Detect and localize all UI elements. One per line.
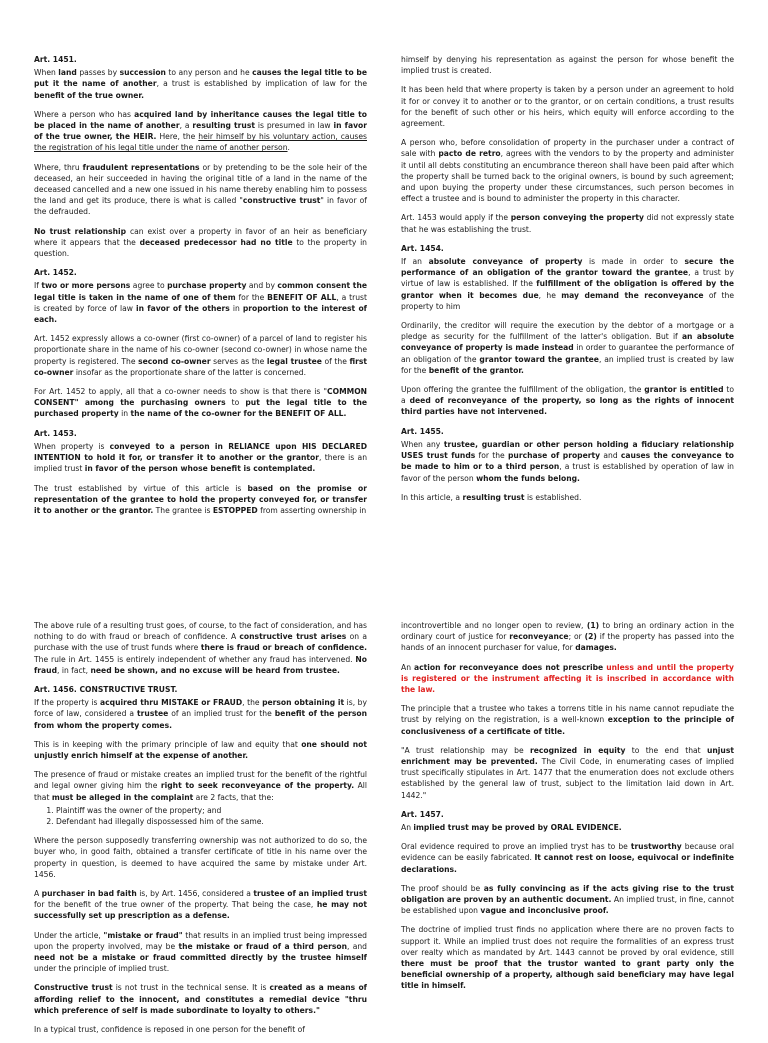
bold-text: benefit of the true owner. (34, 90, 144, 100)
text-column-right (401, 54, 734, 511)
bold-text: fulfillment of the obligation is offered by the grantor when it becomes due (401, 279, 735, 300)
text-run: because oral evidence can be easily fabricated. (401, 842, 734, 863)
paragraph (401, 320, 734, 376)
paragraph (34, 982, 367, 1016)
text-run: to any person and he (165, 68, 253, 78)
paragraph (401, 883, 734, 917)
paragraph (401, 256, 734, 312)
text-run: on a purchase with the use of trust funds where (34, 632, 367, 653)
text-run: , a trust by virtue of law is established. If the (401, 268, 734, 289)
text-run: In this article, a (401, 492, 463, 502)
text-run: The principle that a trustee who takes a torrens title in his name cannot repudiate the trust by relying on the registration, is a well-known (401, 704, 734, 725)
bold-text: exception to the principle of conclusiveness of a certificate of title. (401, 715, 734, 736)
text-run: to the end that (625, 745, 707, 755)
text-run: The grantee is (153, 505, 213, 515)
text-run: Art. 1452 expressly allows a co-owner (first co-owner) of a parcel of land to register his proportionate share in the name of his co-owner (second co-owner) in whose name the property is registered. The (34, 334, 367, 366)
bold-text: succession (119, 68, 166, 78)
paragraph (34, 888, 367, 922)
bold-text: may demand the reconveyance (561, 290, 704, 300)
bold-text: acquired land by inheritance causes the legal title to be placed in the name of another (34, 109, 367, 131)
bold-text: causes the conveyance to be made to him or to a third person (401, 451, 734, 472)
bold-text: constructive trust arises (239, 632, 347, 642)
text-run: Ordinarily, the creditor will require the execution by the debtor of a mortgage or a pledge as security for the fulfillment of the latter's obligation. But if (401, 321, 734, 342)
paragraph (401, 620, 734, 654)
text-run: is, by Art. 1456, considered a (136, 889, 254, 899)
underlined-text: heir himself by his voluntary action, causes the registration of his legal title under the name of another person (34, 132, 367, 153)
paragraph (34, 835, 367, 880)
text-run: and by (246, 281, 278, 291)
bold-text: No trust relationship (34, 226, 127, 236)
bold-text: constructive trust (242, 196, 321, 206)
text-run: for the benefit of the true owner of the property. That being the case, (34, 900, 317, 910)
text-run: An implied trust, in fine, cannot be established upon (401, 895, 734, 916)
text-run: for the (475, 451, 508, 461)
text-run: Here, the (156, 132, 199, 142)
paragraph (34, 54, 367, 65)
bold-text: there must be proof that the trustor wanted to grant party only the beneficial ownership of a property, although said beneficiary may have legal title in himself. (401, 959, 734, 991)
text-run: agree to (130, 281, 168, 291)
text-run: is established. (524, 492, 582, 502)
text-run: If (34, 281, 42, 291)
bold-text: implied trust may be proved by ORAL EVIDENCE. (413, 823, 622, 833)
bold-text: deceased predecessor had no title (139, 237, 293, 247)
bold-text: trustee (137, 709, 169, 719)
text-run: , a trust is created by force of law (34, 292, 367, 313)
text-run: for the (235, 292, 268, 302)
bold-text: in favor of the person whose benefit is contemplated. (84, 464, 316, 474)
text-column-left (34, 54, 367, 524)
bold-text: Constructive trust (34, 983, 113, 993)
bold-text: BENEFIT OF ALL (267, 292, 337, 302)
bold-text: he may not successfully set up prescription as a defense. (34, 900, 367, 921)
bold-text: trustworthy (630, 842, 682, 852)
text-run: to the property in question. (34, 237, 367, 259)
bold-text: purchase of property (507, 451, 601, 461)
text-run: , the (242, 698, 263, 708)
bold-text: fraudulent representations (82, 162, 200, 172)
bold-text: unjust enrichment may be prevented. (401, 745, 734, 767)
paragraph (34, 441, 367, 475)
bold-text: pacto de retro (438, 149, 501, 159)
bold-text: whom the funds belong. (476, 473, 580, 483)
text-run: is not trust in the technical sense. It is (112, 983, 270, 993)
bold-text: in favor of the true owner, the HEIR. (34, 121, 368, 142)
bold-text: benefit of the grantor. (428, 365, 524, 375)
text-run: The doctrine of implied trust finds no application where there are no proven facts to support it. While an implied trust does not require the formalities of an express trust over realty which as mandated by Art. 1443 cannot be proved by oral evidence, still (401, 925, 734, 957)
bold-text: second co-owner (138, 356, 211, 366)
text-run: The above rule of a resulting trust goes, of course, to the fact of consideration, and has nothing to do with fraud or breach of confidence. A (34, 621, 367, 642)
bold-text: the name of the co-owner for the BENEFIT OF ALL. (130, 409, 347, 419)
bold-text: COMMON CONSENT" among the purchasing owners (34, 387, 367, 408)
paragraph (34, 386, 367, 420)
text-run: " in favor of the defrauded. (34, 196, 367, 217)
bold-text: resulting trust (462, 492, 525, 502)
text-run: serves as the (210, 356, 267, 366)
bold-text: Art. 1457. (401, 809, 444, 819)
text-run: This is in keeping with the primary principle of law and equity that (34, 739, 302, 749)
text-run: If an (401, 257, 429, 267)
bold-text: absolute conveyance of property (428, 257, 583, 267)
bold-text: created as a means of affording relief to the innocent, and constitutes a remedial device "thru which preference of self is made subordinate to loyalty to others." (34, 983, 367, 1015)
paragraph (34, 162, 367, 218)
paragraph (34, 267, 367, 278)
text-run: to (225, 398, 246, 408)
text-run: that results in an implied trust being impressed upon the property involved, may be (34, 930, 367, 951)
paragraph (34, 620, 367, 676)
paragraph (401, 54, 734, 76)
bold-text: in favor of the others (136, 303, 230, 313)
paragraph (34, 1024, 367, 1035)
text-run: When (34, 68, 59, 78)
paragraph (34, 333, 367, 378)
text-run: When property is (34, 441, 110, 451)
bold-text: resulting trust (192, 121, 255, 131)
paragraph (34, 769, 367, 803)
bold-text: an absolute conveyance of property is made instead (401, 332, 734, 353)
text-run: , a trust is established by operation of law in favor of the person (401, 462, 734, 483)
bold-text: It cannot rest on loose, equivocal or indefinite declarations. (401, 853, 734, 874)
bold-text: Art. 1454. (401, 243, 444, 253)
text-run: , a trust is established by implication of law for the (156, 79, 367, 89)
text-run: can exist over a property in favor of an heir as beneficiary where it appears that the (34, 226, 368, 247)
bold-text: (2) (584, 632, 597, 642)
bold-text: grantor is entitled (644, 385, 724, 395)
text-run: , a (179, 121, 193, 131)
text-run: incontrovertible and no longer open to review, (401, 621, 587, 630)
text-run: insofar as the proportionate share of the latter is concerned. (73, 367, 307, 377)
text-run: , he (538, 290, 562, 300)
paragraph (401, 426, 734, 437)
bold-text: No fraud (34, 654, 367, 675)
paragraph (34, 739, 367, 761)
text-run: The Civil Code, in enumerating cases of implied trust specifically stipulates in Art. 1477 that the enumeration does not exclude others established by the general law of trust, subject to the limitation laid down in Art. 1442." (401, 757, 734, 800)
paragraph (34, 226, 367, 260)
bold-text: secure the performance of an obligation of the grantor toward the grantee (401, 257, 734, 278)
paragraph (401, 137, 734, 204)
bold-text: Art. 1453. (34, 428, 77, 438)
text-run: from asserting ownership in (257, 505, 367, 515)
text-run: if the property has passed into the hands of an innocent purchaser for value, for (401, 632, 734, 653)
text-run: An (401, 662, 415, 672)
bold-text: first co-owner (34, 356, 367, 377)
text-run: of an implied trust for the (168, 709, 275, 719)
paragraph (401, 822, 734, 833)
bold-text: reconveyance (509, 632, 569, 642)
paragraph (401, 745, 734, 801)
text-run: If the property is (34, 698, 101, 708)
text-run: in (229, 303, 243, 313)
text-run: , in fact, (57, 665, 91, 675)
text-run: of the property to him (401, 290, 734, 311)
text-column-right (401, 620, 734, 1000)
text-run: . (287, 143, 290, 153)
bold-text: grantor toward the grantee (479, 354, 599, 364)
paragraph (401, 703, 734, 737)
bold-text: Art. 1456. CONSTRUCTIVE TRUST. (34, 685, 178, 695)
paragraph (34, 684, 367, 695)
bold-text: need not be a mistake or fraud committed directly by the trustee himself (34, 953, 367, 963)
bold-text: person conveying the property (510, 213, 644, 223)
text-run: , there is an implied trust (34, 453, 368, 474)
bold-text: based on the promise or representation of the grantee to hold the property conveyed for, or transfer it to another or the grantor. (34, 483, 367, 515)
paragraph (34, 67, 367, 101)
text-run: The proof should be (401, 883, 484, 893)
text-run: under the principle of implied trust. (34, 964, 170, 974)
text-run: himself by denying his representation as against the person for whose benefit the implied trust is created. (401, 55, 734, 76)
bold-text: ESTOPPED (212, 505, 258, 515)
paragraph (34, 428, 367, 439)
text-run: "A trust relationship may be (401, 745, 530, 755)
bold-text: must be alleged in the complaint (51, 792, 194, 802)
text-run: or by pretending to be the sole heir of the deceased, an heir succeeded in having the original title of a land in the name of the deceased cancelled and a new one issued in his name thereby enabling him to possess the land and get its produce, there is what is called " (34, 162, 368, 206)
text-run: Oral evidence required to prove an implied tryst has to be (401, 842, 631, 852)
text-run: did not expressly state that he was establishing the trust. (401, 213, 734, 234)
bold-text: right to seek reconveyance of the property. (160, 781, 355, 791)
text-run: of the (321, 356, 350, 366)
bold-text: one should not unjustly enrich himself at the expense of another. (34, 739, 367, 761)
bold-text: Art. 1451. (34, 55, 77, 64)
paragraph (34, 930, 367, 975)
paragraph (401, 439, 734, 484)
paragraph (401, 809, 734, 820)
text-run: In a typical trust, confidence is reposed in one person for the benefit of (34, 1025, 305, 1035)
bold-text: deed of reconveyance of the property, so long as the rights of innocent third parties have not intervened. (401, 396, 734, 417)
text-run: When any (401, 439, 444, 449)
document-page-bottom (0, 512, 768, 1035)
text-run: Under the article, (34, 930, 104, 940)
text-run: , agrees with the vendors to by the property and administer it until all debts constituting an encumbrance thereon shall have been paid after which the property shall be turned back to the original owners, is bound by such agreement; and upon buying the property under these circumstances, such person becomes in effect a trustee and is bound to administer the property in this character. (401, 149, 734, 204)
bold-text: recognized in equity (529, 745, 626, 755)
bold-text: land (58, 68, 77, 78)
bold-text: legal trustee (266, 356, 322, 366)
bold-text: Art. 1455. (401, 426, 444, 436)
bold-text: Art. 1452. (34, 268, 77, 278)
text-run: Art. 1453 would apply if the (401, 213, 511, 223)
list-item: 2. Defendant had illegally dispossessed him of the same. (56, 816, 367, 827)
paragraph (401, 243, 734, 254)
text-run: is, by force of law, considered a (34, 698, 367, 719)
bold-text: (1) (586, 621, 600, 630)
text-run: An (401, 823, 414, 833)
numbered-list (56, 805, 367, 827)
bold-text: conveyed to a person in RELIANCE upon HIS DECLARED INTENTION to hold it for, or transfer it to another or the grantor (34, 441, 367, 463)
bold-text: trustee, guardian or other person holding a fiduciary relationship USES trust funds (401, 439, 734, 461)
bold-text: trustee of an implied trust (253, 889, 367, 899)
text-run: is presumed in law (254, 121, 334, 131)
bold-text: the mistake or fraud of a third person (178, 941, 347, 951)
paragraph (401, 384, 734, 418)
bold-text: two or more persons (41, 281, 131, 291)
bold-text: common consent the legal title is taken in the name of one of them (34, 281, 367, 302)
paragraph (401, 84, 734, 129)
text-run: in (118, 409, 131, 419)
bold-text: as fully convincing as if the acts giving rise to the trust obligation are proven by an authentic document. (401, 883, 734, 905)
text-run: are 2 facts, that the: (193, 792, 274, 802)
text-run: in order to guarantee the performance of an obligation of the (401, 343, 734, 364)
text-run: passes by (76, 68, 120, 78)
text-run: ; or (568, 632, 585, 642)
bold-text: causes the legal title to be put it the name of another (34, 68, 367, 89)
text-run: A person who, before consolidation of property in the purchaser under a contract of sale with (401, 138, 734, 159)
document-page-top (0, 0, 768, 515)
bold-text: purchase property (167, 281, 247, 291)
paragraph (34, 697, 367, 731)
paragraph (34, 280, 367, 325)
bold-text: benefit of the person from whom the property comes. (34, 709, 367, 730)
paragraph (401, 924, 734, 991)
bold-text: there is fraud or breach of confidence. (200, 643, 368, 653)
text-run: to a (401, 385, 734, 406)
text-run: For Art. 1452 to apply, all that a co-owner needs to show is that there is " (34, 387, 328, 397)
text-run: to bring an ordinary action in the ordinary court of justice for (401, 621, 734, 642)
text-run: Where the person supposedly transferring ownership was not authorized to do so, the buyer who, in good faith, obtained a transfer certificate of title in his name over the property in question, is deemed to have acquired the same by mistake under Art. 1456. (34, 836, 367, 879)
list-item: 1. Plaintiff was the owner of the property; and (56, 805, 367, 816)
text-column-left (34, 620, 367, 1043)
text-run: and (600, 451, 621, 461)
bold-text: put the legal title to the purchased property (34, 398, 368, 419)
bold-text: need be shown, and no excuse will be heard from trustee. (90, 665, 340, 675)
paragraph (401, 212, 734, 234)
highlighted-text: unless and until the property is registered or the instrument affecting it is inscribed in accordance with the law. (401, 662, 734, 695)
bold-text: "mistake or fraud" (103, 930, 183, 940)
bold-text: proportion to the interest of each. (34, 303, 367, 325)
text-run: It has been held that where property is taken by a person under an agreement to hold it for or convey it to another or to the grantor, or on certain conditions, a trust results for the benefit of such other or his heirs, which equity will enforce according to the agreement. (401, 85, 734, 129)
text-run: is made in order to (582, 257, 685, 267)
text-run: Where, thru (34, 162, 83, 172)
paragraph (401, 841, 734, 875)
text-run: Where a person who has (34, 109, 135, 119)
text-run: Upon offering the grantee the fulfillment of the obligation, the (401, 385, 645, 395)
text-run: A (34, 889, 42, 899)
bold-text: vague and inconclusive proof. (480, 906, 609, 916)
text-run: , an implied trust is created by law for the (401, 354, 734, 375)
bold-text: person obtaining it (262, 698, 345, 708)
paragraph (401, 662, 734, 696)
text-run: All that (34, 781, 367, 802)
text-run: The trust established by virtue of this article is (34, 483, 248, 493)
bold-text: purchaser in bad faith (41, 889, 137, 899)
bold-text: action for reconveyance does not prescribe (414, 662, 604, 672)
paragraph (34, 109, 367, 154)
bold-text: damages. (575, 643, 617, 653)
text-run: The rule in Art. 1455 is entirely independent of whether any fraud has intervened. (34, 654, 356, 664)
bold-text: acquired thru MISTAKE or FRAUD (100, 698, 243, 708)
text-run: The presence of fraud or mistake creates an implied trust for the benefit of the rightful and legal owner giving him the (34, 770, 367, 791)
text-run: , and (347, 941, 367, 951)
paragraph (401, 492, 734, 503)
